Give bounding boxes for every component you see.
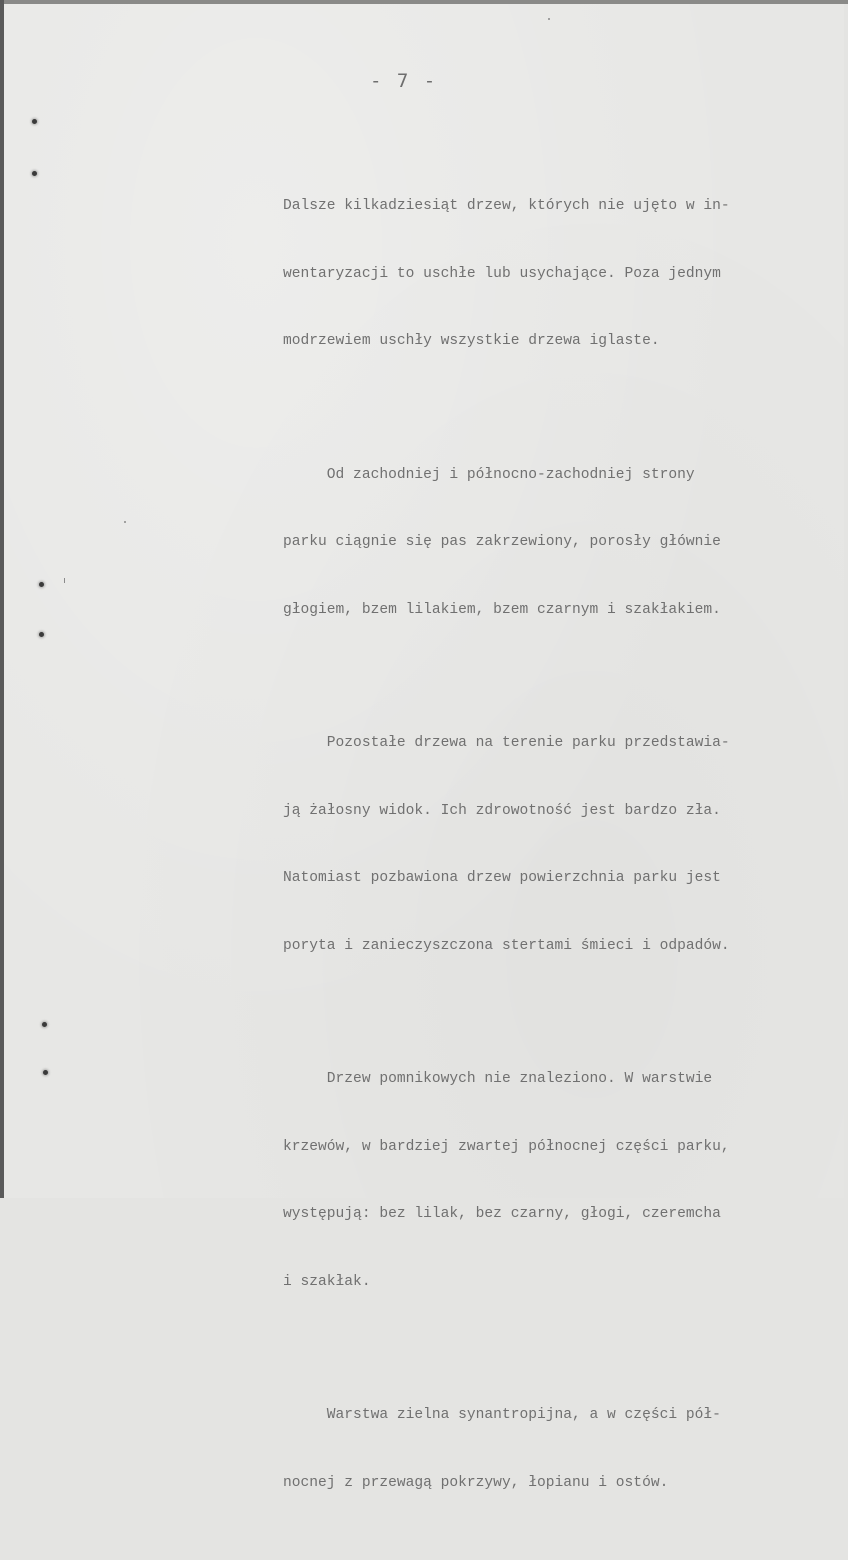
punch-hole [32,171,37,176]
punch-hole [43,1070,48,1075]
text-line: Drzew pomnikowych nie znaleziono. W warstwie [283,1071,713,1087]
paper-speck [64,578,65,583]
text-line: krzewów, w bardziej zwartej północnej części parku, [283,1138,730,1155]
text-line: Natomiast pozbawiona drzew powierzchnia parku jest [283,870,721,886]
punch-hole [39,632,44,637]
punch-hole [42,1022,47,1027]
paragraph-shrub-belt [283,419,843,667]
text-line: Warstwa zielna synantropijna, a w części pół- [283,1407,721,1423]
paragraph-tree-condition [283,687,843,1002]
punch-hole [32,119,37,124]
text-line: ją żałosny widok. Ich zdrowotność jest bardzo zła. [283,802,721,819]
punch-hole [39,582,44,587]
text-line: Od zachodniej i północno-zachodniej strony [283,466,695,483]
text-line: i szakłak. [283,1273,371,1290]
paper-speck [548,18,550,20]
text-line: nocnej z przewagą pokrzywy, łopianu i ostów. [283,1474,669,1491]
paragraph-shrub-layer [283,1023,843,1338]
paragraph-herb-layer [283,1359,843,1539]
page-number: - 7 - [370,70,438,92]
text-line: Pozostałe drzewa na terenie parku przedstawia- [283,735,730,751]
document-body [283,150,843,1560]
text-line: głogiem, bzem lilakiem, bzem czarnym i szakłakiem. [283,601,721,618]
text-line: parku ciągnie się pas zakrzewiony, porosły głównie [283,534,721,550]
paper-speck [124,521,126,523]
text-line: modrzewiem uschły wszystkie drzewa iglaste. [283,333,660,349]
text-line: poryta i zanieczyszczona stertami śmieci i odpadów. [283,937,730,954]
text-line: wentaryzacji to uschłe lub usychające. Poza jednym [283,265,721,282]
paragraph-dead-trees [283,150,843,398]
text-line: Dalsze kilkadziesiąt drzew, których nie ujęto w in- [283,198,730,214]
text-line: występują: bez lilak, bez czarny, głogi, czeremcha [283,1206,721,1222]
